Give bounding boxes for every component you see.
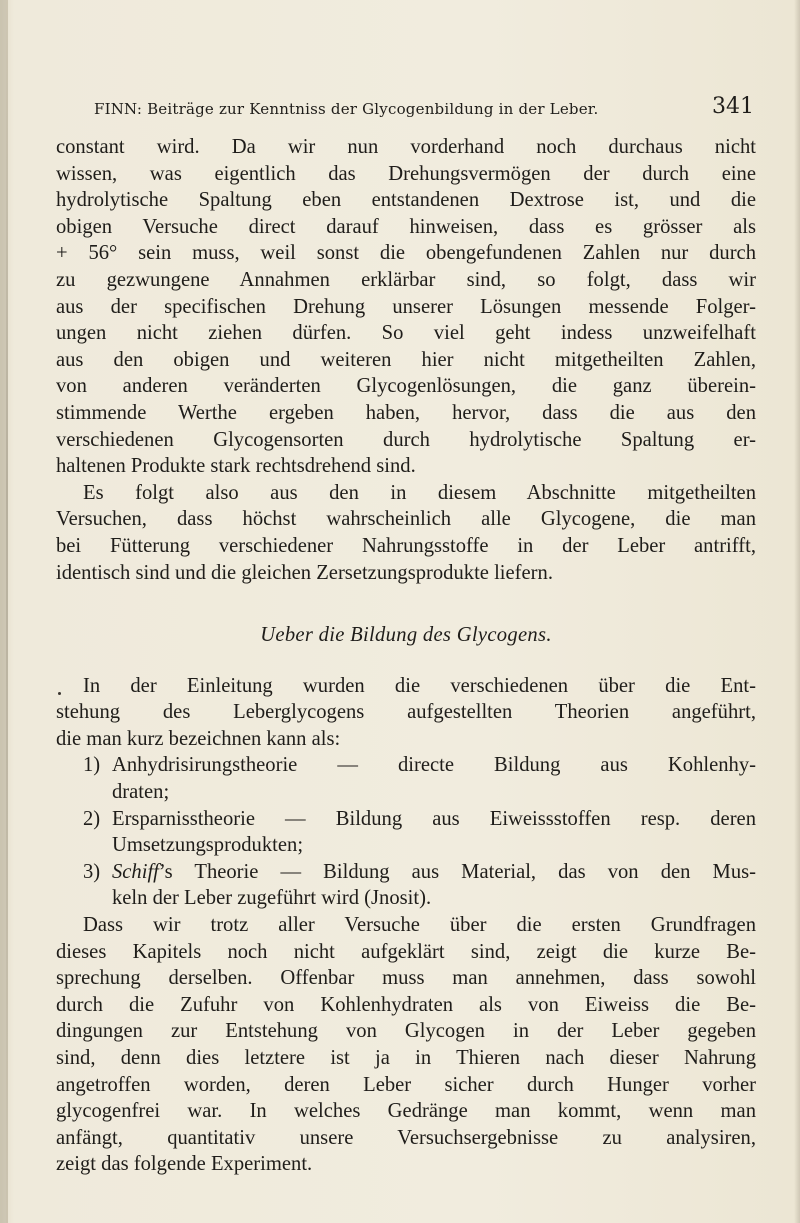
text-line: Anhydrisirungstheorie — directe Bildung aus Kohlenhy- [112, 754, 756, 777]
text-line: obigen Versuche direct darauf hinweisen, dass es grösser als [56, 215, 756, 238]
text-line: dingungen zur Entstehung von Glycogen in der Leber gegeben [56, 1020, 756, 1043]
paragraph-intro-theories [56, 673, 756, 753]
text-line: Dass wir trotz aller Versuche über die ersten Grundfragen [83, 914, 756, 937]
text-line: hydrolytische Spaltung eben entstandenen Dextrose ist, und die [56, 189, 756, 212]
text-line: sprechung derselben. Offenbar muss man annehmen, dass sowohl [56, 967, 756, 990]
page-number: 341 [712, 94, 754, 119]
text-line: stehung des Leberglycogens aufgestellten Theorien angeführt, [56, 701, 756, 724]
list-item [56, 752, 756, 805]
paragraph-conclusion [56, 480, 756, 586]
text-line: stimmende Werthe ergeben haben, hervor, dass die aus den [56, 401, 756, 424]
text-line: constant wird. Da wir nun vorderhand noch durchaus nicht [56, 136, 756, 158]
paragraph-dextrose-rotation [56, 134, 756, 480]
text-line: Es folgt also aus den in diesem Abschnitte mitgetheilten [83, 481, 756, 504]
text-line: anfängt, quantitativ unsere Versuchsergebnisse zu analysiren, [56, 1126, 756, 1149]
text-line: durch die Zufuhr von Kohlenhydraten als von Eiweiss die Be- [56, 993, 756, 1016]
text-line: angetroffen worden, deren Leber sicher durch Hunger vorher [56, 1073, 756, 1096]
running-header-title: FINN: Beiträge zur Kenntniss der Glycogenbildung in der Leber. [94, 100, 599, 118]
page-right-edge [794, 0, 800, 1223]
text-line: draten; [112, 781, 170, 804]
running-header [94, 96, 754, 122]
text-fragment: Theorie — Bildung aus Material, das von den Mus- [172, 860, 756, 883]
text-line: wissen, was eigentlich das Drehungsvermögen der durch eine [56, 162, 756, 185]
list-item [56, 859, 756, 912]
text-line: + 56° sein muss, weil sonst die obengefundenen Zahlen nur durch [56, 242, 756, 265]
text-line: aus den obigen und weiteren hier nicht mitgetheilten Zahlen, [56, 348, 756, 371]
text-line: zu gezwungene Annahmen erklärbar sind, so folgt, dass wir [56, 268, 756, 291]
text-line: von anderen veränderten Glycogenlösungen, die ganz überein- [56, 375, 756, 398]
body-text [56, 134, 756, 1178]
possessive-suffix: ’s [158, 860, 173, 883]
section-heading: Ueber die Bildung des Glycogens. [260, 624, 552, 647]
text-line: Versuchen, dass höchst wahrscheinlich alle Glycogene, die man [56, 508, 756, 531]
text-line: identisch sind und die gleichen Zersetzungsprodukte liefern. [56, 561, 553, 584]
text-line: verschiedenen Glycogensorten durch hydrolytische Spaltung er- [56, 428, 756, 451]
text-line: Umsetzungsprodukten; [112, 834, 304, 857]
text-line: zeigt das folgende Experiment. [56, 1153, 313, 1176]
text-line: die man kurz bezeichnen kann als: [56, 727, 341, 750]
list-item [56, 806, 756, 859]
page-gutter-line [6, 0, 8, 1223]
paragraph-experiment [56, 912, 756, 1178]
text-line: ungen nicht ziehen dürfen. So viel geht indess unzweifelhaft [56, 322, 756, 345]
author-name: Schiff [112, 860, 159, 883]
text-line: keln der Leber zugeführt wird (Jnosit). [112, 887, 432, 910]
list-item-number: 3) [83, 860, 101, 883]
text-line: In der Einleitung wurden die verschiedenen über die Ent- [83, 674, 756, 697]
text-line: Ersparnisstheorie — Bildung aus Eiweissstoffen resp. deren [112, 807, 756, 830]
text-line: sind, denn dies letztere ist ja in Thieren nach dieser Nahrung [56, 1047, 756, 1069]
text-line: glycogenfrei war. In welches Gedränge man kommt, wenn man [56, 1100, 756, 1123]
text-line: aus der specifischen Drehung unserer Lösungen messende Folger- [56, 295, 756, 318]
text-line: bei Fütterung verschiedener Nahrungsstoffe in der Leber antrifft, [56, 534, 756, 557]
text-line: dieses Kapitels noch nicht aufgeklärt sind, zeigt die kurze Be- [56, 940, 756, 963]
theory-list [56, 752, 756, 912]
text-line: haltenen Produkte stark rechtsdrehend sind. [56, 455, 416, 478]
text-line [112, 859, 756, 886]
list-item-number: 2) [83, 807, 101, 830]
list-item-number: 1) [83, 754, 101, 777]
